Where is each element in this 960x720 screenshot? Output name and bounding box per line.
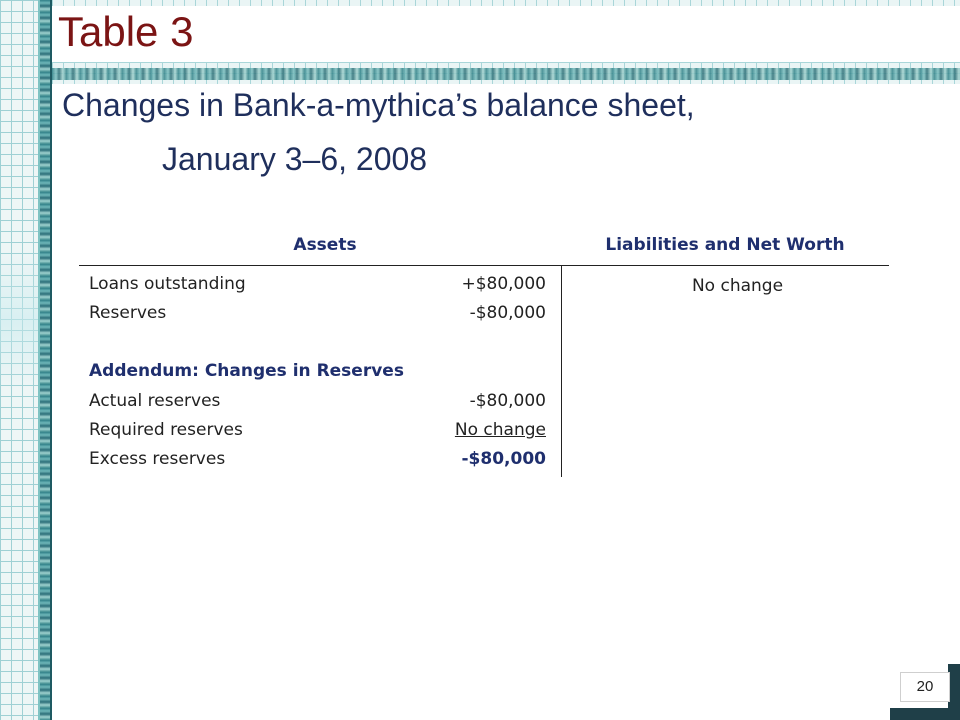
table-vertical-rule bbox=[561, 265, 562, 477]
slide-subtitle-line1: Changes in Bank-a-mythica’s balance sheet, bbox=[62, 87, 695, 123]
asset-row-label-loans: Loans outstanding bbox=[89, 274, 246, 294]
slide-subtitle-line2: January 3–6, 2008 bbox=[162, 141, 428, 177]
left-grid-shade bbox=[0, 250, 38, 390]
liabilities-value: No change bbox=[691, 276, 784, 296]
asset-row-value-reserves: -$80,000 bbox=[469, 303, 546, 323]
assets-header: Assets bbox=[293, 235, 357, 255]
addendum-row-label-excess: Excess reserves bbox=[89, 449, 226, 469]
asset-row-label-reserves: Reserves bbox=[89, 303, 167, 323]
title-texture-band bbox=[52, 68, 960, 80]
slide-title: Table 3 bbox=[58, 6, 197, 58]
corner-decoration-horizontal bbox=[890, 708, 960, 720]
page-number: 20 bbox=[900, 672, 950, 702]
addendum-row-value-required: No change bbox=[454, 420, 546, 440]
table-horizontal-rule bbox=[79, 265, 889, 266]
addendum-row-label-actual: Actual reserves bbox=[89, 391, 221, 411]
liabilities-header: Liabilities and Net Worth bbox=[605, 235, 845, 255]
addendum-row-value-excess: -$80,000 bbox=[461, 449, 546, 469]
addendum-row-value-actual: -$80,000 bbox=[469, 391, 546, 411]
addendum-title: Addendum: Changes in Reserves bbox=[89, 361, 404, 381]
addendum-row-label-required: Required reserves bbox=[89, 420, 243, 440]
asset-row-value-loans: +$80,000 bbox=[461, 274, 546, 294]
vertical-texture-stripe bbox=[38, 0, 52, 720]
